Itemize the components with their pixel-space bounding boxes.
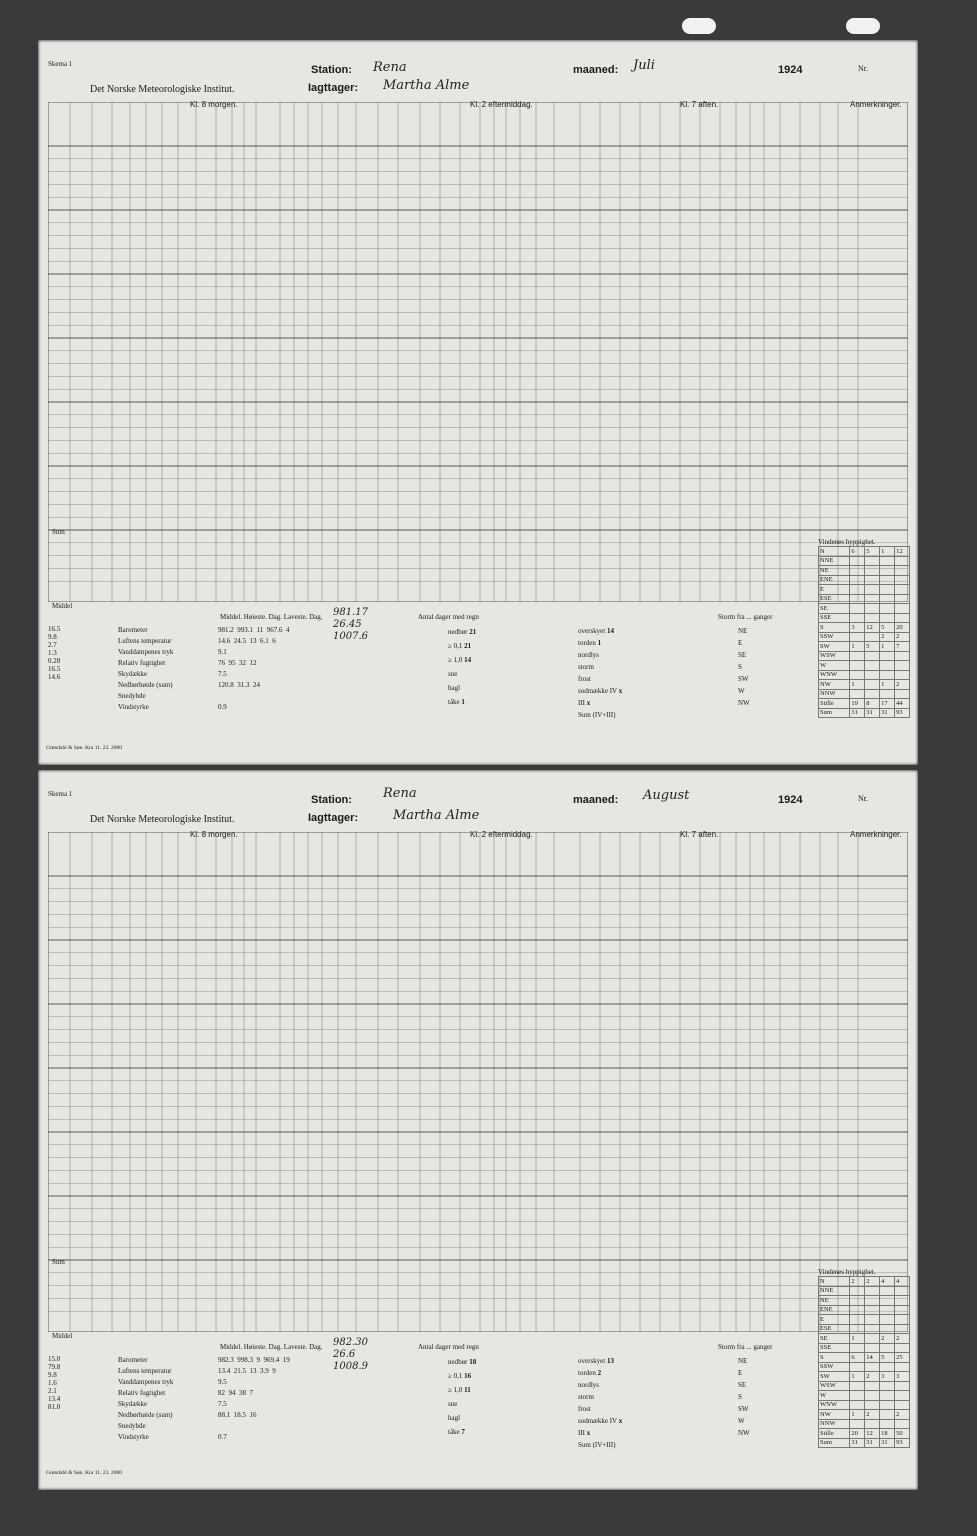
wind-freq-row: [819, 1334, 910, 1344]
wind-freq-cell: [880, 1381, 895, 1391]
wind-freq-cell: 2: [895, 1334, 910, 1344]
observation-grid: [48, 102, 908, 602]
wind-freq-row: [819, 1315, 910, 1325]
phen-labels: overskyet 13 torden 2 nordlys storm frost sodmække IV x III x Sum (IV+III): [578, 1357, 623, 1449]
middel-label: Middel: [52, 1332, 73, 1340]
wind-freq-cell: [880, 1286, 895, 1296]
observation-grid: [48, 832, 908, 1332]
wind-freq-row: [819, 708, 910, 718]
wind-freq-cell: 12: [865, 1429, 880, 1439]
wind-freq-row: [819, 566, 910, 576]
wind-freq-cell: Sum: [819, 708, 850, 718]
extra-notes: 981.17 26.45 1007.6: [333, 607, 368, 642]
wind-freq-row: [819, 1429, 910, 1439]
station-value: Rena: [373, 60, 407, 75]
wind-freq-cell: [865, 1324, 880, 1334]
wind-freq-cell: [865, 651, 880, 661]
wind-freq-cell: 1: [880, 680, 895, 690]
wind-freq-cell: 3: [880, 1372, 895, 1382]
wind-freq-cell: [850, 632, 865, 642]
wind-freq-cell: [850, 585, 865, 595]
wind-freq-cell: 31: [865, 1438, 880, 1448]
iagttager-value: Martha Alme: [393, 808, 480, 823]
wind-freq-row: [819, 585, 910, 595]
wind-freq-row: [819, 680, 910, 690]
kl-evening: Kl. 7 aften.: [680, 830, 719, 839]
station-value: Rena: [383, 786, 417, 801]
wind-freq-cell: 12: [865, 623, 880, 633]
wind-freq-cell: [865, 1343, 880, 1353]
middel-label: Middel: [52, 602, 73, 610]
wind-freq-row: [819, 547, 910, 557]
wind-freq-cell: ESE: [819, 1324, 850, 1334]
wind-freq-cell: [850, 594, 865, 604]
printer-note: Grøndahl & Søn. Kra 11. 23. 2000: [46, 1470, 123, 1476]
wind-freq-cell: [865, 1391, 880, 1401]
wind-freq-cell: 2: [895, 1410, 910, 1420]
wind-freq-row: [819, 1277, 910, 1287]
wind-freq-cell: [895, 1324, 910, 1334]
wind-freq-cell: [880, 1391, 895, 1401]
iagttager-label: Iagttager:: [308, 812, 359, 824]
kl-evening: Kl. 7 aften.: [680, 100, 719, 109]
wind-freq-row: [819, 1343, 910, 1353]
summary-values: 982.3 998.3 9 969.4 19 13.4 21.5 13 3.9 9 9.5 82 94 38 7 7.5 88.1 18.5 16 0.7: [218, 1356, 290, 1441]
wind-freq-cell: [865, 1381, 880, 1391]
punch-hole-left: [682, 18, 716, 34]
wind-freq-cell: NW: [819, 680, 850, 690]
station-label: Station:: [311, 64, 352, 76]
wind-freq-cell: SE: [819, 1334, 850, 1344]
wind-freq-cell: N: [819, 1277, 850, 1287]
wind-freq-cell: [850, 1286, 865, 1296]
nr-label: Nr.: [858, 794, 868, 803]
wind-freq-row: [819, 632, 910, 642]
wind-freq-cell: 44: [895, 699, 910, 709]
wind-freq-cell: [865, 1362, 880, 1372]
year: 1924: [778, 64, 803, 76]
wind-freq-cell: [895, 1296, 910, 1306]
kl-morning: Kl. 8 morgen.: [190, 100, 238, 109]
wind-freq-cell: [880, 689, 895, 699]
wind-freq-row: [819, 1391, 910, 1401]
wind-freq-row: [819, 1286, 910, 1296]
wind-freq-row: [819, 623, 910, 633]
days-label: Antal dager med regn: [418, 613, 479, 621]
wind-freq-cell: 2: [895, 632, 910, 642]
wind-freq-cell: 19: [850, 699, 865, 709]
wind-freq-cell: 4: [880, 1277, 895, 1287]
wind-freq-cell: NE: [819, 566, 850, 576]
wind-freq-cell: [865, 613, 880, 623]
wind-freq-cell: 2: [865, 1277, 880, 1287]
wind-freq-row: [819, 1362, 910, 1372]
wind-freq-row: [819, 1410, 910, 1420]
wind-freq-cell: [880, 575, 895, 585]
wind-freq-row: [819, 699, 910, 709]
wind-freq-row: [819, 575, 910, 585]
maaned-value: Juli: [633, 58, 655, 73]
wind-freq-cell: 14: [865, 1353, 880, 1363]
wind-freq-cell: [865, 556, 880, 566]
wind-freq-cell: NNW: [819, 689, 850, 699]
wind-freq-cell: [895, 1305, 910, 1315]
station-label: Station:: [311, 794, 352, 806]
wind-freq-cell: 93: [895, 1438, 910, 1448]
wind-freq-cell: WSW: [819, 651, 850, 661]
wind-freq-cell: [880, 1315, 895, 1325]
wind-freq-cell: [865, 594, 880, 604]
wind-freq-cell: [895, 585, 910, 595]
wind-frequency-table: [818, 538, 910, 718]
remarks-header: Anmerkninger.: [850, 830, 902, 839]
wind-freq-cell: [880, 1343, 895, 1353]
wind-freq-cell: [865, 632, 880, 642]
wind-freq-cell: [850, 1305, 865, 1315]
wind-freq-cell: [895, 651, 910, 661]
wind-freq-cell: [880, 661, 895, 671]
wind-freq-cell: [850, 1362, 865, 1372]
wind-freq-cell: W: [819, 1391, 850, 1401]
storm-label: Storm fra ... ganger: [718, 613, 773, 621]
wind-freq-cell: NW: [819, 1410, 850, 1420]
wind-freq-cell: SW: [819, 1372, 850, 1382]
nr-label: Nr.: [858, 64, 868, 73]
wind-freq-row: [819, 613, 910, 623]
kl-afternoon: Kl. 2 eftermiddag.: [470, 100, 533, 109]
sheet-august: [38, 770, 918, 1490]
wind-freq-cell: [850, 604, 865, 614]
wind-freq-cell: [865, 1296, 880, 1306]
wind-freq-cell: [880, 1400, 895, 1410]
count-labels: nedbør 21 ≥ 0,1 21 ≥ 1,0 14 sne hagl tåke 1: [448, 628, 477, 706]
count-labels: nedbør 18 ≥ 0,1 16 ≥ 1,0 11 sne hagl tåke 7: [448, 1358, 477, 1436]
days-label: Antal dager med regn: [418, 1343, 479, 1351]
wind-freq-cell: [850, 670, 865, 680]
wind-freq-cell: ENE: [819, 1305, 850, 1315]
summary-col-headers: Middel. Høieste. Dag. Laveste. Dag.: [220, 613, 323, 621]
wind-freq-cell: [865, 1286, 880, 1296]
wind-freq-cell: ENE: [819, 575, 850, 585]
wind-freq-cell: [865, 661, 880, 671]
remarks-header: Anmerkninger.: [850, 100, 902, 109]
wind-freq-cell: [895, 1286, 910, 1296]
wind-freq-cell: 5: [865, 642, 880, 652]
wind-freq-cell: 2: [895, 680, 910, 690]
wind-freq-cell: 20: [850, 1429, 865, 1439]
wind-freq-cell: 1: [850, 642, 865, 652]
wind-freq-cell: ESE: [819, 594, 850, 604]
wind-freq-cell: [850, 556, 865, 566]
wind-freq-cell: Stille: [819, 1429, 850, 1439]
wind-freq-cell: 2: [865, 1410, 880, 1420]
wind-freq-cell: 12: [895, 547, 910, 557]
sum-label: Sum: [52, 1258, 65, 1266]
wind-freq-cell: 5: [880, 623, 895, 633]
wind-freq-cell: [865, 1400, 880, 1410]
wind-freq-cell: 2: [850, 1277, 865, 1287]
wind-freq-cell: [850, 1324, 865, 1334]
wind-freq-row: [819, 604, 910, 614]
year: 1924: [778, 794, 803, 806]
wind-freq-cell: [880, 585, 895, 595]
wind-freq-cell: [895, 613, 910, 623]
wind-freq-cell: [880, 1410, 895, 1420]
wind-freq-cell: 31: [850, 1438, 865, 1448]
wind-freq-cell: [895, 604, 910, 614]
wind-freq-row: [819, 1296, 910, 1306]
wind-freq-cell: NNE: [819, 1286, 850, 1296]
wind-freq-cell: [850, 1381, 865, 1391]
iagttager-value: Martha Alme: [383, 78, 470, 93]
wind-freq-cell: 5: [880, 1353, 895, 1363]
wind-freq-cell: 1: [850, 1410, 865, 1420]
wind-freq-cell: NNW: [819, 1419, 850, 1429]
wind-freq-cell: [895, 556, 910, 566]
wind-freq-cell: [850, 1400, 865, 1410]
wind-freq-row: [819, 1305, 910, 1315]
wind-freq-cell: [895, 1391, 910, 1401]
wind-freq-cell: SW: [819, 642, 850, 652]
wind-freq-cell: 93: [895, 708, 910, 718]
wind-freq-cell: 18: [880, 1429, 895, 1439]
wind-freq-cell: [850, 566, 865, 576]
wind-freq-cell: [865, 566, 880, 576]
wind-freq-cell: [865, 604, 880, 614]
wind-freq-cell: SE: [819, 604, 850, 614]
left-notes: 16.5 9.8 2.7 1.3 0.28 16.5 14.6: [48, 625, 61, 681]
wind-freq-cell: [895, 1419, 910, 1429]
wind-freq-cell: 7: [895, 642, 910, 652]
wind-freq-row: [819, 594, 910, 604]
wind-freq-cell: [895, 670, 910, 680]
wind-freq-row: [819, 1419, 910, 1429]
wind-freq-row: [819, 642, 910, 652]
wind-freq-cell: [880, 1419, 895, 1429]
wind-freq-cell: E: [819, 1315, 850, 1325]
wind-freq-cell: [880, 1305, 895, 1315]
wind-freq-cell: 1: [850, 680, 865, 690]
kl-morning: Kl. 8 morgen.: [190, 830, 238, 839]
wind-freq-row: [819, 670, 910, 680]
wind-freq-cell: [850, 1296, 865, 1306]
summary-row-labels: Barometer Luftens temperatur Vanddampenes tryk Relativ fugtighet Skydække Nedbørhøide (sum) Snedybde Vindstyrke: [118, 1356, 174, 1441]
wind-freq-cell: SSW: [819, 1362, 850, 1372]
wind-freq-cell: WSW: [819, 1381, 850, 1391]
wind-freq-cell: [850, 613, 865, 623]
wind-freq-cell: S: [819, 623, 850, 633]
wind-freq-cell: Sum: [819, 1438, 850, 1448]
phen-labels: overskyet 14 torden 1 nordlys storm frost sodmække IV x III x Sum (IV+III): [578, 627, 623, 719]
wind-freq-cell: [895, 1400, 910, 1410]
wind-freq-cell: [865, 1305, 880, 1315]
wind-freq-cell: 1: [850, 1334, 865, 1344]
wind-frequency-table: [818, 1268, 910, 1448]
wind-freq-cell: NNE: [819, 556, 850, 566]
institute-name: Det Norske Meteorologiske Institut.: [90, 84, 235, 95]
wind-freq-row: [819, 556, 910, 566]
wind-freq-cell: [895, 1381, 910, 1391]
wind-freq-cell: 50: [895, 1429, 910, 1439]
wind-freq-cell: 20: [895, 623, 910, 633]
wind-freq-cell: 5: [865, 547, 880, 557]
institute-name: Det Norske Meteorologiske Institut.: [90, 814, 235, 825]
wind-freq-cell: [865, 680, 880, 690]
wind-freq-cell: [865, 689, 880, 699]
wind-freq-cell: [880, 670, 895, 680]
wind-freq-cell: S: [819, 1353, 850, 1363]
wind-freq-cell: [850, 1315, 865, 1325]
wind-freq-cell: [895, 689, 910, 699]
kl-afternoon: Kl. 2 eftermiddag.: [470, 830, 533, 839]
wind-freq-cell: [880, 613, 895, 623]
wind-freq-cell: WNW: [819, 670, 850, 680]
wind-freq-cell: Stille: [819, 699, 850, 709]
wind-freq-cell: [850, 689, 865, 699]
punch-hole-right: [846, 18, 880, 34]
summary-row-labels: Barometer Luftens temperatur Vanddampenes tryk Relativ fugtighet Skydække Nedbørhøide (sum) Snedybde Vindstyrke: [118, 626, 174, 711]
wind-freq-row: [819, 689, 910, 699]
wind-freq-cell: 2: [865, 1372, 880, 1382]
wind-freq-cell: 31: [865, 708, 880, 718]
wind-freq-cell: [895, 1343, 910, 1353]
wind-freq-cell: [850, 661, 865, 671]
wind-freq-cell: [850, 1391, 865, 1401]
sheet-july: [38, 40, 918, 765]
wind-freq-cell: [865, 1315, 880, 1325]
wind-freq-cell: 6: [850, 547, 865, 557]
wind-freq-cell: [880, 1362, 895, 1372]
maaned-label: maaned:: [573, 794, 619, 806]
wind-freq-cell: 3: [850, 623, 865, 633]
wind-freq-title: Vindenes hyppighet.: [818, 1268, 876, 1276]
wind-freq-cell: SSE: [819, 1343, 850, 1353]
wind-freq-cell: [865, 1334, 880, 1344]
wind-freq-row: [819, 661, 910, 671]
wind-freq-row: [819, 1353, 910, 1363]
wind-freq-cell: 4: [895, 1277, 910, 1287]
wind-freq-title: Vindenes hyppighet.: [818, 538, 876, 546]
storm-label: Storm fra ... ganger: [718, 1343, 773, 1351]
wind-freq-row: [819, 1372, 910, 1382]
printer-note: Grøndahl & Søn. Kra 11. 23. 2000: [46, 745, 123, 751]
wind-freq-cell: 1: [850, 1372, 865, 1382]
wind-freq-cell: 1: [880, 547, 895, 557]
wind-freq-cell: [880, 556, 895, 566]
wind-freq-cell: 2: [880, 632, 895, 642]
storm-dirs: NE E SE S SW W NW: [738, 1357, 750, 1437]
extra-notes: 982.30 26.6 1008.9: [333, 1337, 368, 1372]
wind-freq-row: [819, 651, 910, 661]
summary-values: 981.2 993.1 11 967.6 4 14.6 24.5 13 6.1 6 9.1 76 95 32 12 7.5 120.8 31.3 24 0.9: [218, 626, 290, 711]
left-notes: 15.0 79.8 9.8 1.6 2.1 13.4 81.0: [48, 1355, 61, 1411]
wind-freq-cell: SSW: [819, 632, 850, 642]
storm-dirs: NE E SE S SW W NW: [738, 627, 750, 707]
wind-freq-row: [819, 1400, 910, 1410]
wind-freq-cell: W: [819, 661, 850, 671]
wind-freq-cell: [880, 1324, 895, 1334]
wind-freq-cell: [880, 1296, 895, 1306]
wind-freq-cell: [895, 594, 910, 604]
wind-freq-cell: [880, 594, 895, 604]
wind-freq-cell: N: [819, 547, 850, 557]
iagttager-label: Iagttager:: [308, 82, 359, 94]
maaned-label: maaned:: [573, 64, 619, 76]
wind-freq-cell: [895, 566, 910, 576]
summary-col-headers: Middel. Høieste. Dag. Laveste. Dag.: [220, 1343, 323, 1351]
wind-freq-cell: 1: [880, 642, 895, 652]
wind-freq-cell: [880, 651, 895, 661]
sum-label: Sum: [52, 528, 65, 536]
wind-freq-cell: 17: [880, 699, 895, 709]
skema-label: Skema 1: [48, 60, 73, 68]
wind-freq-row: [819, 1381, 910, 1391]
wind-freq-cell: 31: [880, 708, 895, 718]
wind-freq-cell: NE: [819, 1296, 850, 1306]
wind-freq-cell: [895, 1315, 910, 1325]
wind-freq-cell: [865, 1419, 880, 1429]
wind-freq-cell: 3: [895, 1372, 910, 1382]
skema-label: Skema 1: [48, 790, 73, 798]
wind-freq-cell: [865, 670, 880, 680]
wind-freq-cell: [895, 661, 910, 671]
wind-freq-cell: 31: [850, 708, 865, 718]
wind-freq-cell: SSE: [819, 613, 850, 623]
wind-freq-cell: [850, 1419, 865, 1429]
wind-freq-cell: [895, 1362, 910, 1372]
wind-freq-cell: [865, 575, 880, 585]
wind-freq-cell: WNW: [819, 1400, 850, 1410]
wind-freq-cell: [880, 604, 895, 614]
maaned-value: August: [643, 788, 690, 803]
wind-freq-cell: 31: [880, 1438, 895, 1448]
wind-freq-cell: 2: [880, 1334, 895, 1344]
wind-freq-row: [819, 1324, 910, 1334]
wind-freq-cell: [850, 1343, 865, 1353]
wind-freq-cell: E: [819, 585, 850, 595]
wind-freq-row: [819, 1438, 910, 1448]
wind-freq-cell: 6: [850, 1353, 865, 1363]
wind-freq-cell: [850, 651, 865, 661]
wind-freq-cell: [895, 575, 910, 585]
wind-freq-cell: [850, 575, 865, 585]
wind-freq-cell: [865, 585, 880, 595]
wind-freq-cell: [880, 566, 895, 576]
wind-freq-cell: 8: [865, 699, 880, 709]
wind-freq-cell: 25: [895, 1353, 910, 1363]
